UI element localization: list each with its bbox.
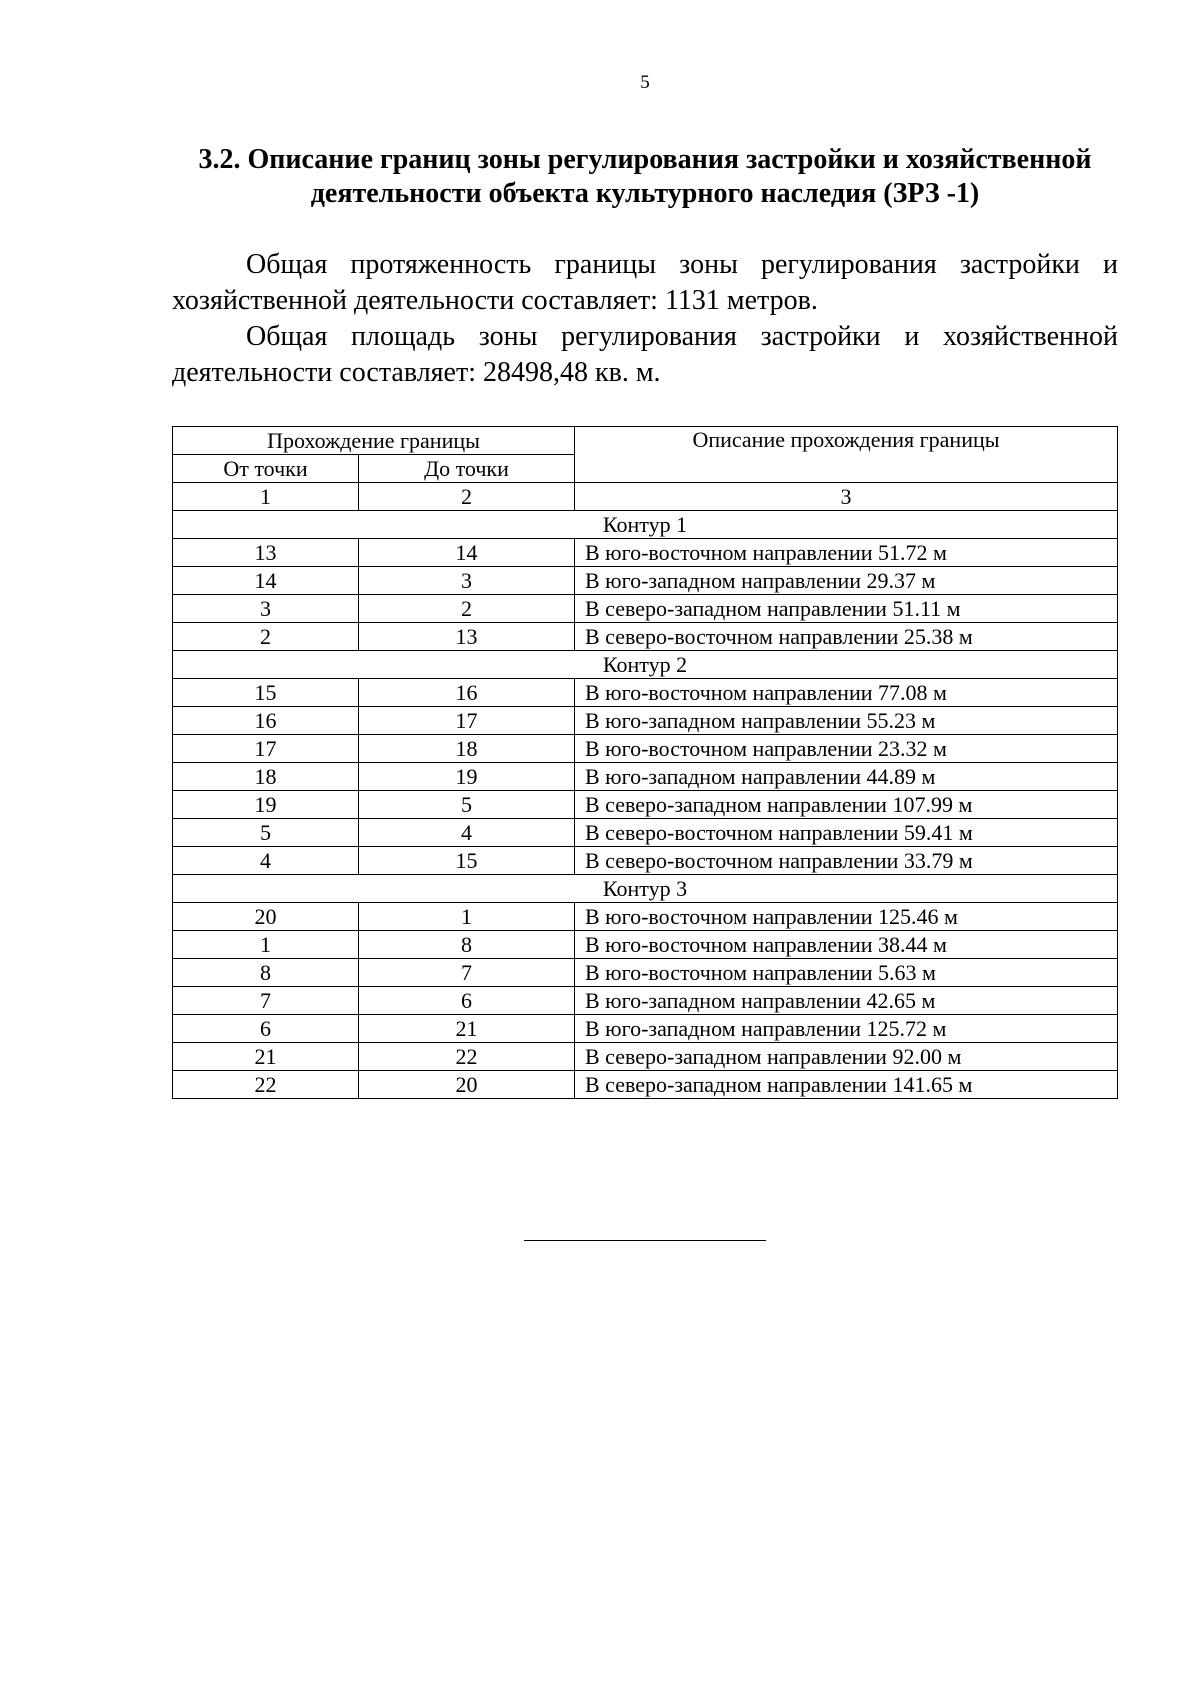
description-cell: В юго-восточном направлении 77.08 м — [575, 679, 1118, 707]
header-passage: Прохождение границы — [173, 427, 575, 455]
boundary-length-paragraph: Общая протяженность границы зоны регулирования застройки и хозяйственной деятельности составляет: 1131 метров. — [172, 249, 1118, 316]
contour-title-row — [173, 875, 1118, 903]
description-cell: В юго-западном направлении 42.65 м — [575, 987, 1118, 1015]
description-cell: В юго-западном направлении 125.72 м — [575, 1015, 1118, 1043]
table-row — [173, 1015, 1118, 1043]
contour-title-row — [173, 651, 1118, 679]
table-row — [173, 735, 1118, 763]
table-row — [173, 791, 1118, 819]
from-point-cell: 21 — [173, 1043, 359, 1071]
description-cell: В северо-западном направлении 51.11 м — [575, 595, 1118, 623]
description-cell: В северо-западном направлении 92.00 м — [575, 1043, 1118, 1071]
to-point-cell: 5 — [359, 791, 575, 819]
header-col-number-3: 3 — [575, 483, 1118, 511]
to-point-cell: 17 — [359, 707, 575, 735]
header-row-1 — [173, 427, 1118, 455]
header-row-numbers — [173, 483, 1118, 511]
from-point-cell: 13 — [173, 539, 359, 567]
header-col-number-2: 2 — [359, 483, 575, 511]
to-point-cell: 18 — [359, 735, 575, 763]
boundary-table-header — [173, 427, 1118, 511]
section-heading-line-2: деятельности объекта культурного наследия (ЗРЗ -1) — [310, 178, 980, 209]
to-point-cell: 19 — [359, 763, 575, 791]
description-cell: В юго-западном направлении 55.23 м — [575, 707, 1118, 735]
from-point-cell: 20 — [173, 903, 359, 931]
from-point-cell: 4 — [173, 847, 359, 875]
from-point-cell: 5 — [173, 819, 359, 847]
from-point-cell: 1 — [173, 931, 359, 959]
from-point-cell: 15 — [173, 679, 359, 707]
to-point-cell: 8 — [359, 931, 575, 959]
table-row — [173, 567, 1118, 595]
boundary-table-body — [173, 511, 1118, 1099]
to-point-cell: 7 — [359, 959, 575, 987]
description-cell: В юго-восточном направлении 23.32 м — [575, 735, 1118, 763]
table-row — [173, 819, 1118, 847]
table-row — [173, 959, 1118, 987]
to-point-cell: 15 — [359, 847, 575, 875]
description-cell: В северо-восточном направлении 59.41 м — [575, 819, 1118, 847]
description-cell: В юго-западном направлении 44.89 м — [575, 763, 1118, 791]
from-point-cell: 3 — [173, 595, 359, 623]
description-cell: В юго-восточном направлении 5.63 м — [575, 959, 1118, 987]
table-row — [173, 595, 1118, 623]
from-point-cell: 22 — [173, 1071, 359, 1099]
contour-title-row — [173, 511, 1118, 539]
from-point-cell: 16 — [173, 707, 359, 735]
to-point-cell: 21 — [359, 1015, 575, 1043]
to-point-cell: 6 — [359, 987, 575, 1015]
to-point-cell: 1 — [359, 903, 575, 931]
description-cell: В северо-восточном направлении 33.79 м — [575, 847, 1118, 875]
page-number: 5 — [640, 72, 650, 93]
description-cell: В северо-западном направлении 107.99 м — [575, 791, 1118, 819]
from-point-cell: 19 — [173, 791, 359, 819]
description-cell: В северо-восточном направлении 25.38 м — [575, 623, 1118, 651]
table-row — [173, 623, 1118, 651]
table-row — [173, 539, 1118, 567]
table-row — [173, 847, 1118, 875]
to-point-cell: 14 — [359, 539, 575, 567]
from-point-cell: 18 — [173, 763, 359, 791]
table-row — [173, 931, 1118, 959]
description-cell: В юго-восточном направлении 38.44 м — [575, 931, 1118, 959]
section-heading — [172, 143, 1118, 211]
zone-area-paragraph: Общая площадь зоны регулирования застройки и хозяйственной деятельности составляет: 28498,48 кв. м. — [172, 321, 1118, 388]
header-to-point: До точки — [359, 455, 575, 483]
table-row — [173, 707, 1118, 735]
description-cell: В юго-восточном направлении 125.46 м — [575, 903, 1118, 931]
section-heading-line-1: 3.2. Описание границ зоны регулирования застройки и хозяйственной — [198, 144, 1092, 175]
from-point-cell: 8 — [173, 959, 359, 987]
contour-title: Контур 3 — [173, 875, 1118, 903]
table-row — [173, 679, 1118, 707]
to-point-cell: 4 — [359, 819, 575, 847]
table-row — [173, 1071, 1118, 1099]
table-row — [173, 763, 1118, 791]
to-point-cell: 20 — [359, 1071, 575, 1099]
to-point-cell: 3 — [359, 567, 575, 595]
from-point-cell: 6 — [173, 1015, 359, 1043]
table-row — [173, 903, 1118, 931]
description-cell: В юго-восточном направлении 51.72 м — [575, 539, 1118, 567]
contour-title: Контур 1 — [173, 511, 1118, 539]
header-col-number-1: 1 — [173, 483, 359, 511]
description-cell: В юго-западном направлении 29.37 м — [575, 567, 1118, 595]
from-point-cell: 14 — [173, 567, 359, 595]
header-description: Описание прохождения границы — [575, 427, 1118, 483]
footer-separator-line — [524, 1240, 766, 1241]
contour-title: Контур 2 — [173, 651, 1118, 679]
to-point-cell: 13 — [359, 623, 575, 651]
from-point-cell: 17 — [173, 735, 359, 763]
from-point-cell: 7 — [173, 987, 359, 1015]
to-point-cell: 2 — [359, 595, 575, 623]
to-point-cell: 16 — [359, 679, 575, 707]
boundary-table — [172, 426, 1118, 1099]
table-row — [173, 1043, 1118, 1071]
header-from-point: От точки — [173, 455, 359, 483]
table-row — [173, 987, 1118, 1015]
description-cell: В северо-западном направлении 141.65 м — [575, 1071, 1118, 1099]
to-point-cell: 22 — [359, 1043, 575, 1071]
from-point-cell: 2 — [173, 623, 359, 651]
